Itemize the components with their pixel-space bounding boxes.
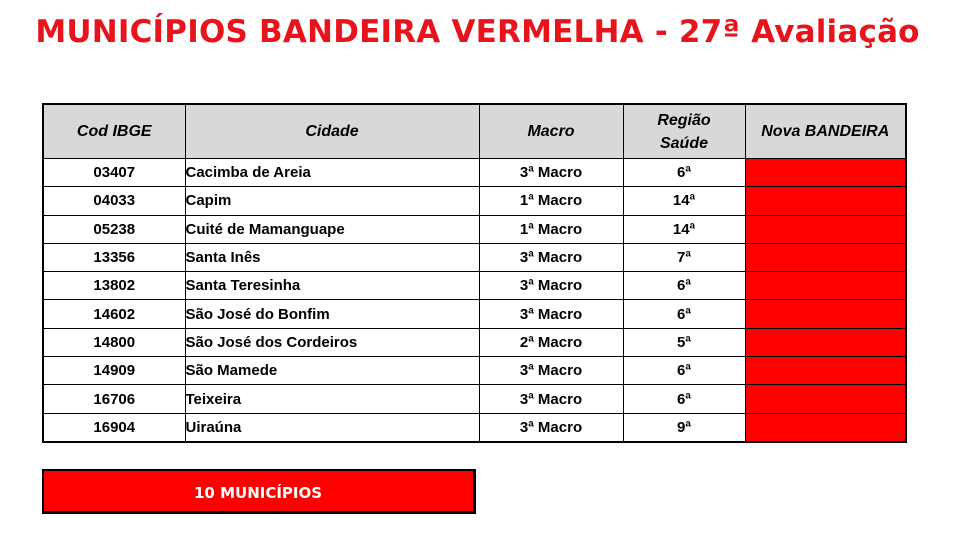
cell-region: 6ª	[623, 159, 745, 187]
cell-red-flag	[745, 187, 906, 215]
cell-code: 03407	[43, 159, 185, 187]
cell-city: Santa Teresinha	[185, 272, 479, 300]
cell-region: 5ª	[623, 328, 745, 356]
cell-region: 14ª	[623, 215, 745, 243]
cell-macro: 1ª Macro	[479, 215, 623, 243]
header-cod-ibge: Cod IBGE	[43, 104, 185, 159]
cell-red-flag	[745, 385, 906, 413]
cell-red-flag	[745, 413, 906, 442]
cell-red-flag	[745, 215, 906, 243]
cell-region: 6ª	[623, 385, 745, 413]
cell-city: São José do Bonfim	[185, 300, 479, 328]
cell-region: 6ª	[623, 357, 745, 385]
cell-city: Cacimba de Areia	[185, 159, 479, 187]
table-row	[43, 328, 906, 356]
municipality-count-label: 10 MUNICÍPIOS	[194, 484, 323, 502]
header-regiao-saude	[623, 104, 745, 159]
table-row	[43, 159, 906, 187]
table-row	[43, 385, 906, 413]
header-regiao-line2: Saúde	[659, 134, 708, 152]
header-macro: Macro	[479, 104, 623, 159]
cell-macro: 3ª Macro	[479, 243, 623, 271]
cell-code: 04033	[43, 187, 185, 215]
municipality-count-box	[42, 469, 476, 514]
cell-red-flag	[745, 328, 906, 356]
cell-city: São José dos Cordeiros	[185, 328, 479, 356]
cell-code: 14909	[43, 357, 185, 385]
cell-region: 9ª	[623, 413, 745, 442]
cell-code: 05238	[43, 215, 185, 243]
table-row	[43, 243, 906, 271]
cell-macro: 2ª Macro	[479, 328, 623, 356]
header-regiao-line1: Região	[657, 111, 711, 129]
table-row	[43, 300, 906, 328]
cell-macro: 3ª Macro	[479, 272, 623, 300]
cell-code: 16706	[43, 385, 185, 413]
cell-code: 14602	[43, 300, 185, 328]
cell-red-flag	[745, 357, 906, 385]
table-row	[43, 215, 906, 243]
table-row	[43, 187, 906, 215]
cell-macro: 1ª Macro	[479, 187, 623, 215]
cell-region: 14ª	[623, 187, 745, 215]
header-nova-bandeira: Nova BANDEIRA	[745, 104, 906, 159]
cell-red-flag	[745, 300, 906, 328]
table-row	[43, 272, 906, 300]
header-cidade: Cidade	[185, 104, 479, 159]
cell-macro: 3ª Macro	[479, 385, 623, 413]
cell-city: Cuité de Mamanguape	[185, 215, 479, 243]
cell-macro: 3ª Macro	[479, 357, 623, 385]
cell-macro: 3ª Macro	[479, 300, 623, 328]
cell-code: 13802	[43, 272, 185, 300]
cell-red-flag	[745, 243, 906, 271]
page-title: MUNICÍPIOS BANDEIRA VERMELHA - 27ª Avaliação	[35, 14, 920, 50]
cell-code: 13356	[43, 243, 185, 271]
cell-region: 6ª	[623, 272, 745, 300]
cell-region: 7ª	[623, 243, 745, 271]
cell-city: São Mamede	[185, 357, 479, 385]
cell-code: 16904	[43, 413, 185, 442]
table-header-row	[43, 104, 906, 159]
cell-macro: 3ª Macro	[479, 159, 623, 187]
cell-city: Santa Inês	[185, 243, 479, 271]
cell-red-flag	[745, 159, 906, 187]
cell-red-flag	[745, 272, 906, 300]
cell-region: 6ª	[623, 300, 745, 328]
cell-city: Uiraúna	[185, 413, 479, 442]
table-row	[43, 357, 906, 385]
cell-macro: 3ª Macro	[479, 413, 623, 442]
table-row	[43, 413, 906, 442]
municipalities-table	[42, 103, 907, 443]
cell-city: Capim	[185, 187, 479, 215]
cell-city: Teixeira	[185, 385, 479, 413]
cell-code: 14800	[43, 328, 185, 356]
